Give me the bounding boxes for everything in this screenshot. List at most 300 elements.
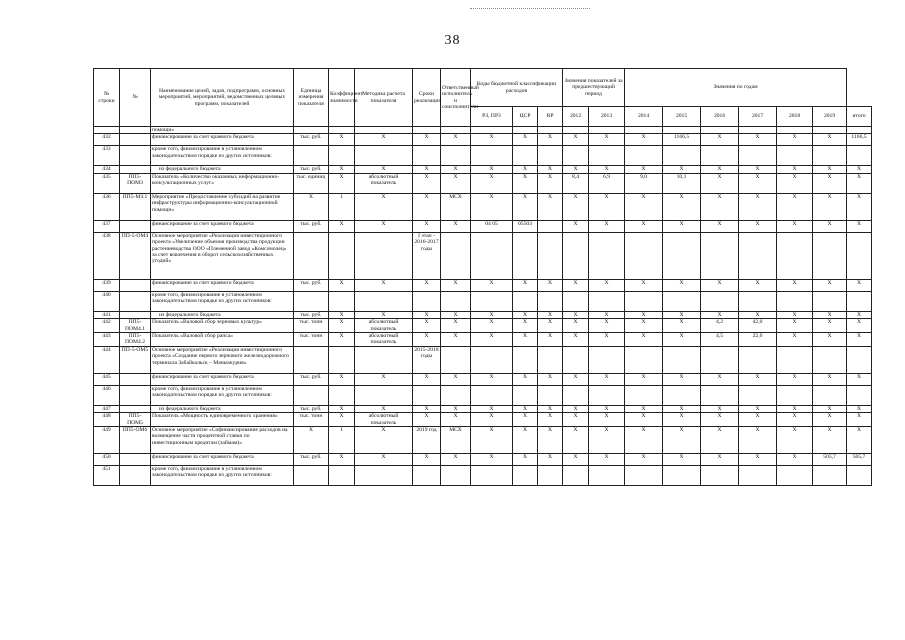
row-number-cell: 435 (94, 173, 120, 193)
row-code-cell (120, 127, 151, 134)
row-name-cell: Показатель «Мощность единовременного хранения» (151, 413, 294, 427)
row-2014-cell: X (625, 373, 663, 385)
row-2018-cell (777, 291, 813, 311)
row-name-cell: финансирование за счет краевого бюджета (151, 373, 294, 385)
row-2018-cell (777, 127, 813, 134)
table-row (94, 454, 872, 466)
table-row (94, 146, 872, 166)
row-2015-cell: X (663, 319, 701, 333)
row-2018-cell: X (777, 373, 813, 385)
row-2018-cell (777, 466, 813, 486)
table-row (94, 385, 872, 405)
row-total-cell (847, 127, 872, 134)
header-prev-values: Значения показателей за предшествующий период (563, 69, 625, 107)
row-csr-cell (513, 232, 538, 279)
table-body (94, 127, 872, 486)
row-number-cell: 441 (94, 311, 120, 318)
row-2018-cell (777, 385, 813, 405)
row-vr-cell (538, 232, 563, 279)
row-2018-cell (777, 146, 813, 166)
row-coeff-cell (329, 466, 355, 486)
table-row (94, 232, 872, 279)
row-csr-cell (513, 146, 538, 166)
row-vr-cell: X (538, 166, 563, 173)
row-total-cell: X (847, 166, 872, 173)
row-code-cell (120, 466, 151, 486)
row-2012-cell (563, 127, 589, 134)
row-2018-cell: X (777, 193, 813, 220)
row-number-cell: 451 (94, 466, 120, 486)
row-term-cell: X (413, 333, 441, 347)
table-row (94, 166, 872, 173)
row-csr-cell (513, 346, 538, 373)
row-2014-cell: X (625, 193, 663, 220)
row-2017-cell: X (739, 279, 777, 291)
row-executor-cell: X (441, 405, 471, 412)
row-vr-cell (538, 385, 563, 405)
row-term-cell (413, 291, 441, 311)
row-code-cell: ПП5-ПОМ3 (120, 173, 151, 193)
row-number-cell: 449 (94, 427, 120, 454)
row-method-cell: X (355, 134, 413, 146)
row-term-cell: 2015-2018 годы (413, 346, 441, 373)
row-unit-cell (294, 291, 329, 311)
row-unit-cell: X (294, 193, 329, 220)
table-row (94, 134, 872, 146)
row-executor-cell: МСХ (441, 427, 471, 454)
row-name-cell: кроме того, финансирование в установленном законодательством порядке из других источников: (151, 466, 294, 486)
row-2018-cell: X (777, 405, 813, 412)
row-2017-cell: X (739, 373, 777, 385)
row-2019-cell: X (813, 279, 847, 291)
row-2014-cell: X (625, 405, 663, 412)
row-number-cell: 450 (94, 454, 120, 466)
row-2015-cell: X (663, 220, 701, 232)
row-2017-cell: X (739, 427, 777, 454)
row-2017-cell: X (739, 220, 777, 232)
row-executor-cell: X (441, 220, 471, 232)
row-unit-cell: тыс. единиц (294, 173, 329, 193)
row-2016-cell: 4,5 (701, 333, 739, 347)
table-row (94, 279, 872, 291)
row-unit-cell (294, 385, 329, 405)
row-2013-cell: X (589, 373, 625, 385)
page-number: 38 (444, 33, 461, 48)
row-name-cell: финансирование за счет краевого бюджета (151, 454, 294, 466)
row-2018-cell: X (777, 220, 813, 232)
row-2019-cell (813, 127, 847, 134)
row-coeff-cell: X (329, 413, 355, 427)
row-unit-cell: тыс. руб. (294, 134, 329, 146)
row-term-cell: X (413, 193, 441, 220)
row-total-cell: X (847, 279, 872, 291)
row-rz-cell: 04 05 (471, 220, 513, 232)
row-coeff-cell: X (329, 166, 355, 173)
row-csr-cell: X (513, 193, 538, 220)
row-code-cell (120, 454, 151, 466)
row-coeff-cell: X (329, 220, 355, 232)
row-2012-cell (563, 346, 589, 373)
row-rz-cell (471, 232, 513, 279)
row-2015-cell: X (663, 373, 701, 385)
row-2019-cell: X (813, 220, 847, 232)
row-2017-cell: X (739, 311, 777, 318)
row-2014-cell (625, 291, 663, 311)
row-name-cell: Основное мероприятие «Реализация инвестиционного проекта «Создание первого зернового железнодорожного терминала Забайкальск – Маньчжурия» (151, 346, 294, 373)
row-2015-cell (663, 385, 701, 405)
row-csr-cell: X (513, 166, 538, 173)
row-2014-cell: X (625, 413, 663, 427)
row-coeff-cell: 1 (329, 427, 355, 454)
row-term-cell: X (413, 454, 441, 466)
header-rz: РЗ, ПР3 (471, 107, 513, 127)
row-2017-cell: X (739, 454, 777, 466)
row-code-cell (120, 279, 151, 291)
row-2012-cell: X (563, 193, 589, 220)
row-code-cell: ПП-5-ОМ5 (120, 346, 151, 373)
row-executor-cell (441, 146, 471, 166)
row-2019-cell: X (813, 405, 847, 412)
row-2018-cell: X (777, 333, 813, 347)
row-2017-cell: X (739, 405, 777, 412)
row-2019-cell (813, 291, 847, 311)
row-coeff-cell (329, 127, 355, 134)
row-2018-cell: X (777, 311, 813, 318)
row-code-cell: ПП5-ПОМ4.1 (120, 319, 151, 333)
row-total-cell: 1166,5 (847, 134, 872, 146)
row-csr-cell (513, 466, 538, 486)
row-2013-cell: X (589, 220, 625, 232)
row-rz-cell (471, 346, 513, 373)
row-2016-cell: X (701, 173, 739, 193)
row-rz-cell (471, 291, 513, 311)
row-csr-cell: X (513, 427, 538, 454)
row-method-cell: X (355, 311, 413, 318)
row-csr-cell (513, 291, 538, 311)
row-term-cell: X (413, 319, 441, 333)
row-executor-cell (441, 127, 471, 134)
row-csr-cell: X (513, 279, 538, 291)
row-2017-cell: X (739, 193, 777, 220)
header-total: итого (847, 107, 872, 127)
row-coeff-cell: X (329, 173, 355, 193)
row-vr-cell (538, 346, 563, 373)
row-rz-cell: X (471, 134, 513, 146)
row-term-cell: X (413, 173, 441, 193)
row-2019-cell: X (813, 311, 847, 318)
row-rz-cell: X (471, 173, 513, 193)
row-code-cell: ПП-5-ОМ4 (120, 232, 151, 279)
row-2015-cell (663, 291, 701, 311)
row-2019-cell: X (813, 413, 847, 427)
row-2019-cell (813, 232, 847, 279)
row-method-cell: X (355, 279, 413, 291)
row-2013-cell (589, 466, 625, 486)
program-table (93, 68, 872, 486)
row-vr-cell: X (538, 454, 563, 466)
row-coeff-cell: X (329, 373, 355, 385)
row-2015-cell (663, 346, 701, 373)
table-row (94, 413, 872, 427)
row-2018-cell: X (777, 173, 813, 193)
row-vr-cell (538, 146, 563, 166)
row-2013-cell: X (589, 333, 625, 347)
row-code-cell (120, 166, 151, 173)
row-2014-cell: X (625, 333, 663, 347)
row-unit-cell: тыс. тонн (294, 333, 329, 347)
row-2016-cell (701, 146, 739, 166)
table-row (94, 333, 872, 347)
row-2012-cell: X (563, 166, 589, 173)
row-2013-cell (589, 346, 625, 373)
scan-artifact (470, 8, 590, 10)
row-2014-cell (625, 466, 663, 486)
row-name-cell: из федерального бюджета (151, 166, 294, 173)
row-executor-cell: X (441, 173, 471, 193)
row-method-cell: абсолютный показатель (355, 173, 413, 193)
row-total-cell (847, 291, 872, 311)
row-unit-cell: тыс. руб. (294, 279, 329, 291)
row-total-cell: X (847, 220, 872, 232)
row-2016-cell (701, 385, 739, 405)
row-term-cell: 2019 год (413, 427, 441, 454)
row-name-cell: Основное мероприятие «Софинансирование расходов на возмещение части процентной ставки по инвестиционным кредитам (займам)» (151, 427, 294, 454)
row-method-cell: X (355, 193, 413, 220)
row-2012-cell: X (563, 405, 589, 412)
row-2018-cell: X (777, 427, 813, 454)
row-code-cell (120, 311, 151, 318)
table-row (94, 291, 872, 311)
row-csr-cell: X (513, 405, 538, 412)
row-code-cell (120, 405, 151, 412)
row-2017-cell: X (739, 134, 777, 146)
row-2017-cell: X (739, 173, 777, 193)
row-2017-cell: 42,0 (739, 319, 777, 333)
row-number-cell: 439 (94, 279, 120, 291)
row-vr-cell: X (538, 134, 563, 146)
row-number-cell: 443 (94, 333, 120, 347)
row-2019-cell (813, 466, 847, 486)
row-name-cell: кроме того, финансирование в установленном законодательством порядке из других источников: (151, 291, 294, 311)
row-2012-cell (563, 146, 589, 166)
row-code-cell (120, 146, 151, 166)
row-rz-cell: X (471, 333, 513, 347)
row-2015-cell: X (663, 413, 701, 427)
row-2013-cell (589, 385, 625, 405)
row-executor-cell: X (441, 166, 471, 173)
row-2016-cell (701, 466, 739, 486)
row-executor-cell: X (441, 319, 471, 333)
row-number-cell: 438 (94, 232, 120, 279)
row-number-cell: 447 (94, 405, 120, 412)
row-method-cell: X (355, 166, 413, 173)
table-row (94, 405, 872, 412)
row-2016-cell: X (701, 279, 739, 291)
row-2012-cell (563, 291, 589, 311)
row-2016-cell (701, 291, 739, 311)
row-number-cell: 434 (94, 166, 120, 173)
row-2013-cell: X (589, 319, 625, 333)
row-2012-cell (563, 385, 589, 405)
row-unit-cell (294, 232, 329, 279)
row-2013-cell (589, 127, 625, 134)
row-2013-cell: X (589, 166, 625, 173)
row-coeff-cell (329, 385, 355, 405)
row-2013-cell: X (589, 311, 625, 318)
row-name-cell: кроме того, финансирование в установленном законодательством порядке из других источников: (151, 146, 294, 166)
row-2019-cell (813, 385, 847, 405)
row-rz-cell: X (471, 454, 513, 466)
row-term-cell: X (413, 405, 441, 412)
row-2019-cell: X (813, 173, 847, 193)
row-code-cell (120, 385, 151, 405)
row-term-cell: X (413, 413, 441, 427)
row-term-cell: X (413, 311, 441, 318)
row-csr-cell: X (513, 311, 538, 318)
row-vr-cell: X (538, 319, 563, 333)
header-coeff: Коэффициент значимости (329, 69, 355, 127)
row-2019-cell: X (813, 134, 847, 146)
header-2016: 2016 (701, 107, 739, 127)
row-csr-cell (513, 385, 538, 405)
row-2014-cell (625, 346, 663, 373)
row-method-cell (355, 466, 413, 486)
row-2017-cell (739, 232, 777, 279)
table-row (94, 311, 872, 318)
row-2019-cell: X (813, 333, 847, 347)
row-coeff-cell: X (329, 311, 355, 318)
row-rz-cell: X (471, 311, 513, 318)
header-budget-codes: Коды бюджетной классификации расходов (471, 69, 563, 107)
row-name-cell: Показатель «Валовой сбор зерновых культур» (151, 319, 294, 333)
header-2014: 2014 (625, 107, 663, 127)
row-2016-cell: X (701, 373, 739, 385)
row-2013-cell: X (589, 413, 625, 427)
row-csr-cell (513, 127, 538, 134)
header-deadline: Сроки реализации (413, 69, 441, 127)
row-rz-cell: X (471, 373, 513, 385)
row-2013-cell: X (589, 279, 625, 291)
row-rz-cell (471, 127, 513, 134)
row-code-cell: ПП5-ПОМ4.2 (120, 333, 151, 347)
row-2016-cell: X (701, 220, 739, 232)
row-2012-cell: X (563, 319, 589, 333)
row-unit-cell: тыс. руб. (294, 311, 329, 318)
row-2013-cell: X (589, 134, 625, 146)
row-csr-cell: X (513, 373, 538, 385)
row-total-cell (847, 385, 872, 405)
row-2015-cell: X (663, 279, 701, 291)
row-term-cell (413, 385, 441, 405)
row-vr-cell (538, 127, 563, 134)
row-2018-cell (777, 232, 813, 279)
row-2015-cell: X (663, 193, 701, 220)
row-2016-cell (701, 232, 739, 279)
table-row (94, 173, 872, 193)
row-2015-cell: 10,1 (663, 173, 701, 193)
row-2014-cell: X (625, 279, 663, 291)
row-2014-cell (625, 127, 663, 134)
row-unit-cell: тыс. тонн (294, 319, 329, 333)
row-2017-cell (739, 466, 777, 486)
row-code-cell (120, 220, 151, 232)
row-rz-cell: X (471, 166, 513, 173)
row-unit-cell: тыс. тонн (294, 413, 329, 427)
row-2015-cell: X (663, 427, 701, 454)
row-name-cell: Мероприятие «Предоставление субсидий на развитие инфраструктуры информационно-консультационной помощи» (151, 193, 294, 220)
row-unit-cell: тыс. руб. (294, 454, 329, 466)
row-2016-cell: X (701, 134, 739, 146)
row-2013-cell (589, 232, 625, 279)
row-rz-cell (471, 146, 513, 166)
row-number-cell: 440 (94, 291, 120, 311)
row-2018-cell: X (777, 134, 813, 146)
row-2014-cell: X (625, 166, 663, 173)
row-2015-cell: X (663, 311, 701, 318)
row-2012-cell (563, 466, 589, 486)
row-vr-cell (538, 466, 563, 486)
row-executor-cell: X (441, 134, 471, 146)
row-2016-cell: X (701, 193, 739, 220)
row-vr-cell: X (538, 311, 563, 318)
row-term-cell: X (413, 134, 441, 146)
row-2012-cell: 8,4 (563, 173, 589, 193)
header-2018: 2018 (777, 107, 813, 127)
row-total-cell: X (847, 193, 872, 220)
header-2012: 2012 (563, 107, 589, 127)
header-2015: 2015 (663, 107, 701, 127)
header-method: Методика расчета показателя (355, 69, 413, 127)
row-2016-cell: X (701, 413, 739, 427)
row-2015-cell: X (663, 454, 701, 466)
table-row (94, 220, 872, 232)
row-2014-cell (625, 146, 663, 166)
row-2014-cell: 9,0 (625, 173, 663, 193)
row-vr-cell: X (538, 413, 563, 427)
row-2016-cell: X (701, 311, 739, 318)
row-2016-cell: X (701, 405, 739, 412)
row-2012-cell: X (563, 311, 589, 318)
row-2015-cell (663, 146, 701, 166)
row-2012-cell: X (563, 279, 589, 291)
row-2014-cell: X (625, 311, 663, 318)
table-row (94, 427, 872, 454)
row-coeff-cell: X (329, 319, 355, 333)
row-name-cell: Показатель «Валовой сбор рапса» (151, 333, 294, 347)
row-code-cell: ПП5-МЗ.1 (120, 193, 151, 220)
row-coeff-cell (329, 346, 355, 373)
row-method-cell: абсолютный показатель (355, 333, 413, 347)
row-total-cell: X (847, 373, 872, 385)
row-executor-cell: МСХ (441, 193, 471, 220)
row-executor-cell (441, 346, 471, 373)
row-term-cell: I этап - 2016-2017 годы (413, 232, 441, 279)
row-2014-cell: X (625, 427, 663, 454)
row-2012-cell: X (563, 454, 589, 466)
table-row (94, 466, 872, 486)
row-term-cell: X (413, 220, 441, 232)
row-code-cell (120, 291, 151, 311)
row-2014-cell: X (625, 319, 663, 333)
row-total-cell (847, 232, 872, 279)
header-name: Наименование целей, задач, подпрограмм, основных мероприятий, мероприятий, ведомственных целевых программ, показателей (151, 69, 294, 127)
row-2018-cell: X (777, 279, 813, 291)
row-2012-cell: X (563, 427, 589, 454)
row-total-cell: X (847, 405, 872, 412)
row-method-cell: X (355, 427, 413, 454)
row-2016-cell (701, 127, 739, 134)
row-total-cell: X (847, 413, 872, 427)
